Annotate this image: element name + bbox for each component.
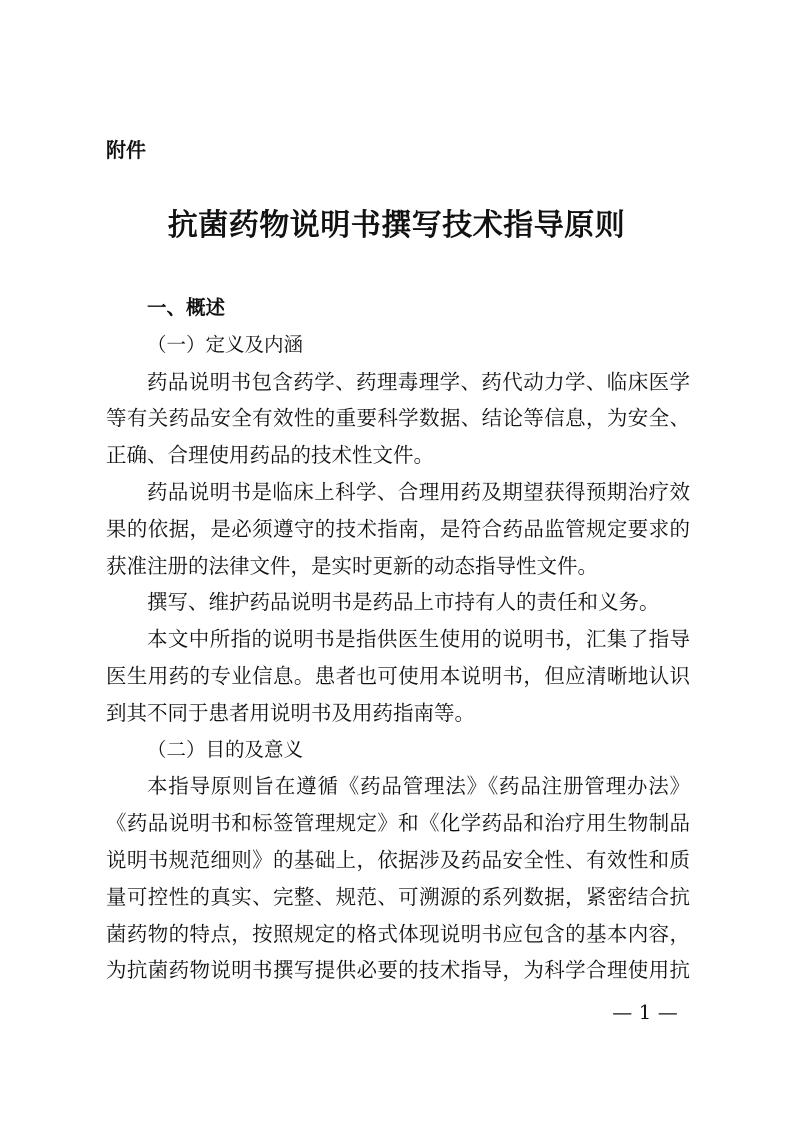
paragraph-line: 正确、合理使用药品的技术性文件。 xyxy=(106,443,434,468)
paragraph-line: 《药品说明书和标签管理规定》和《化学药品和治疗用生物制品 xyxy=(106,811,690,836)
paragraph-line: 果的依据，是必须遵守的技术指南，是符合药品监管规定要求的 xyxy=(106,516,690,541)
paragraph-line: 菌药物的特点，按照规定的格式体现说明书应包含的基本内容， xyxy=(106,921,690,946)
paragraph-line: 药品说明书是临床上科学、合理用药及期望获得预期治疗效 xyxy=(147,479,690,504)
paragraph-line: 本指导原则旨在遵循《药品管理法》《药品注册管理办法》 xyxy=(147,774,690,799)
paragraph-line: 等有关药品安全有效性的重要科学数据、结论等信息，为安全、 xyxy=(106,406,690,431)
paragraph-line: 药品说明书包含药学、药理毒理学、药代动力学、临床医学 xyxy=(147,369,690,394)
document-body xyxy=(106,290,690,989)
paragraph-line: 为抗菌药物说明书撰写提供必要的技术指导，为科学合理使用抗 xyxy=(106,958,690,983)
paragraph-line: 撰写、维护药品说明书是药品上市持有人的责任和义务。 xyxy=(147,590,660,615)
paragraph-line: 获准注册的法律文件，是实时更新的动态指导性文件。 xyxy=(106,553,598,578)
attachment-label: 附件 xyxy=(106,138,146,162)
section-heading-overview: 一、概述 xyxy=(147,296,226,319)
paragraph-line: 说明书规范细则》的基础上，依据涉及药品安全性、有效性和质 xyxy=(106,847,690,872)
subsection-heading-purpose: （二）目的及意义 xyxy=(147,737,304,761)
paragraph-line: 本文中所指的说明书是指供医生使用的说明书，汇集了指导 xyxy=(147,627,690,652)
subsection-heading-definition: （一）定义及内涵 xyxy=(147,332,304,356)
document-title: 抗菌药物说明书撰写技术指导原则 xyxy=(167,208,626,243)
paragraph-line: 量可控性的真实、完整、规范、可溯源的系列数据，紧密结合抗 xyxy=(106,884,690,909)
page-number: — 1 — xyxy=(612,1000,678,1024)
paragraph-line: 到其不同于患者用说明书及用药指南等。 xyxy=(106,700,475,725)
paragraph-line: 医生用药的专业信息。患者也可使用本说明书，但应清晰地认识 xyxy=(106,663,690,688)
